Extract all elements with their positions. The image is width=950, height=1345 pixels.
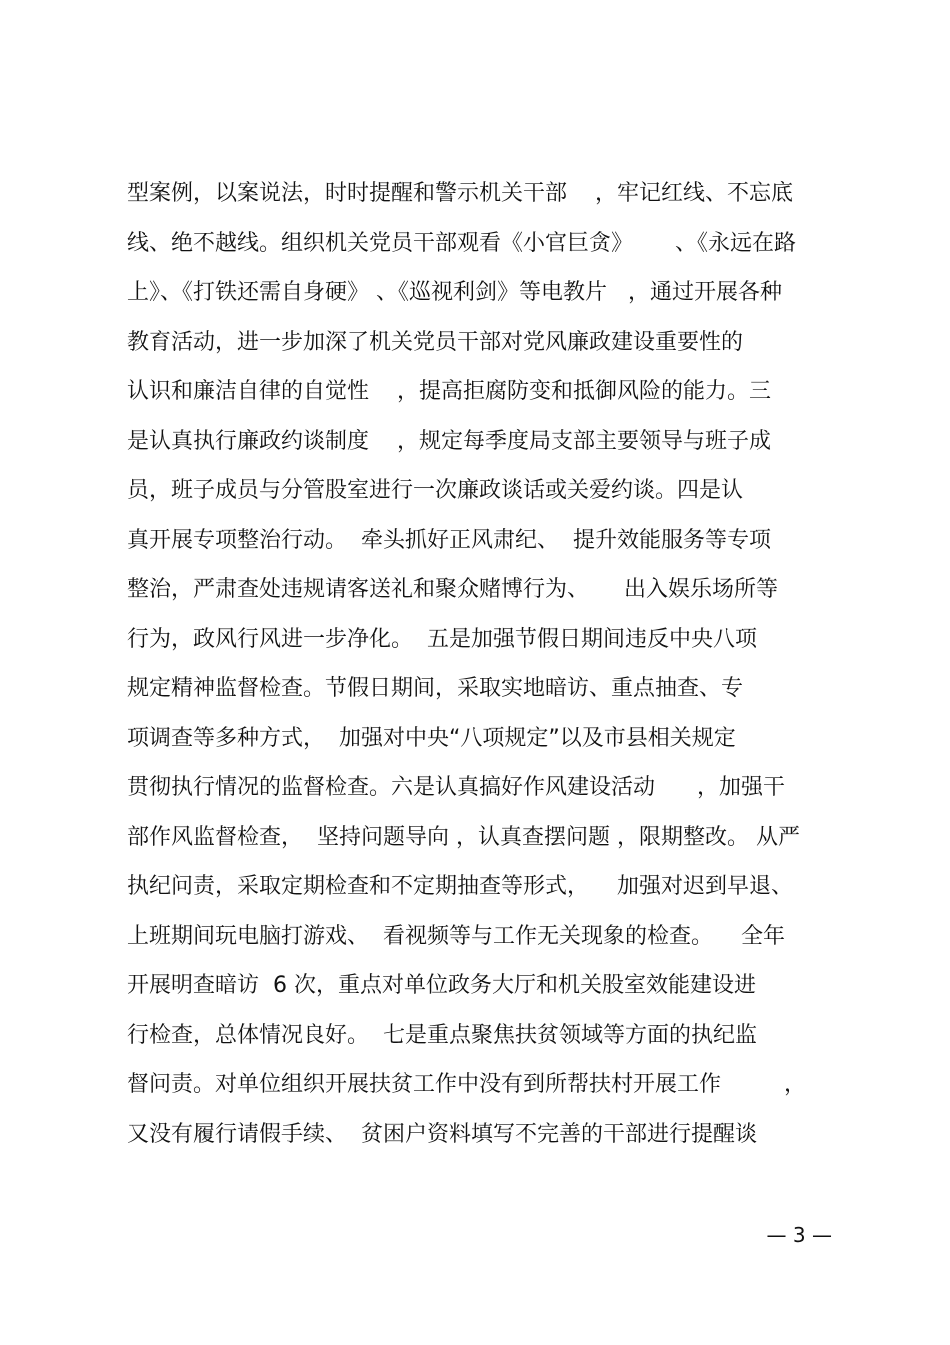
- text-line: 是认真执行廉政约谈制度 ，规定每季度局支部主要领导与班子成: [127, 428, 771, 454]
- text-line: 认识和廉洁自律的自觉性 ，提高拒腐防变和抵御风险的能力。三: [127, 379, 771, 404]
- page-number: — 3 —: [766, 1223, 832, 1247]
- text-line: 上班期间玩电脑打游戏、 看视频等与工作无关现象的检查。 全年: [127, 923, 785, 949]
- text-line: 线、绝不越线。组织机关党员干部观看《小官巨贪》 、《永远在路: [127, 230, 796, 256]
- text-line: 项调查等多种方式， 加强对中央“八项规定”以及市县相关规定: [127, 725, 736, 751]
- text-line: 行为，政风行风进一步净化。 五是加强节假日期间违反中央八项: [127, 626, 757, 652]
- text-line: 又没有履行请假手续、 贫困户资料填写不完善的干部进行提醒谈: [127, 1121, 757, 1147]
- body-text: [127, 176, 837, 1166]
- text-line: 贯彻执行情况的监督检查。六是认真搞好作风建设活动 ，加强干: [127, 775, 785, 800]
- text-line: 督问责。对单位组织开展扶贫工作中没有到所帮扶村开展工作 ，: [127, 1072, 806, 1097]
- text-line: 行检查，总体情况良好。 七是重点聚焦扶贫领域等方面的执纪监: [127, 1022, 757, 1048]
- text-line: 执纪问责，采取定期检查和不定期抽查等形式， 加强对迟到早退、: [127, 874, 793, 899]
- text-line: 真开展专项整治行动。 牵头抓好正风肃纪、 提升效能服务等专项: [127, 527, 771, 553]
- text-line: 部作风监督检查， 坚持问题导向 ，认真查摆问题 ，限期整改。 从严: [127, 824, 800, 850]
- text-line: 开展明查暗访 6 次，重点对单位政务大厅和机关股室效能建设进: [127, 973, 756, 998]
- text-line: 员，班子成员与分管股室进行一次廉政谈话或关爱约谈。四是认: [127, 478, 744, 503]
- text-line: 型案例，以案说法，时时提醒和警示机关干部 ，牢记红线、不忘底: [127, 181, 793, 206]
- text-line: 教育活动，进一步加深了机关党员干部对党风廉政建设重要性的: [127, 329, 744, 355]
- text-line: 上》、《打铁还需自身硬》 、《巡视利剑》等电教片 ，通过开展各种: [127, 280, 782, 305]
- text-line: 规定精神监督检查。节假日期间，采取实地暗访、重点抽查、专: [127, 676, 744, 701]
- text-line: 整治，严肃查处违规请客送礼和聚众赌博行为、 出入娱乐场所等: [127, 577, 778, 602]
